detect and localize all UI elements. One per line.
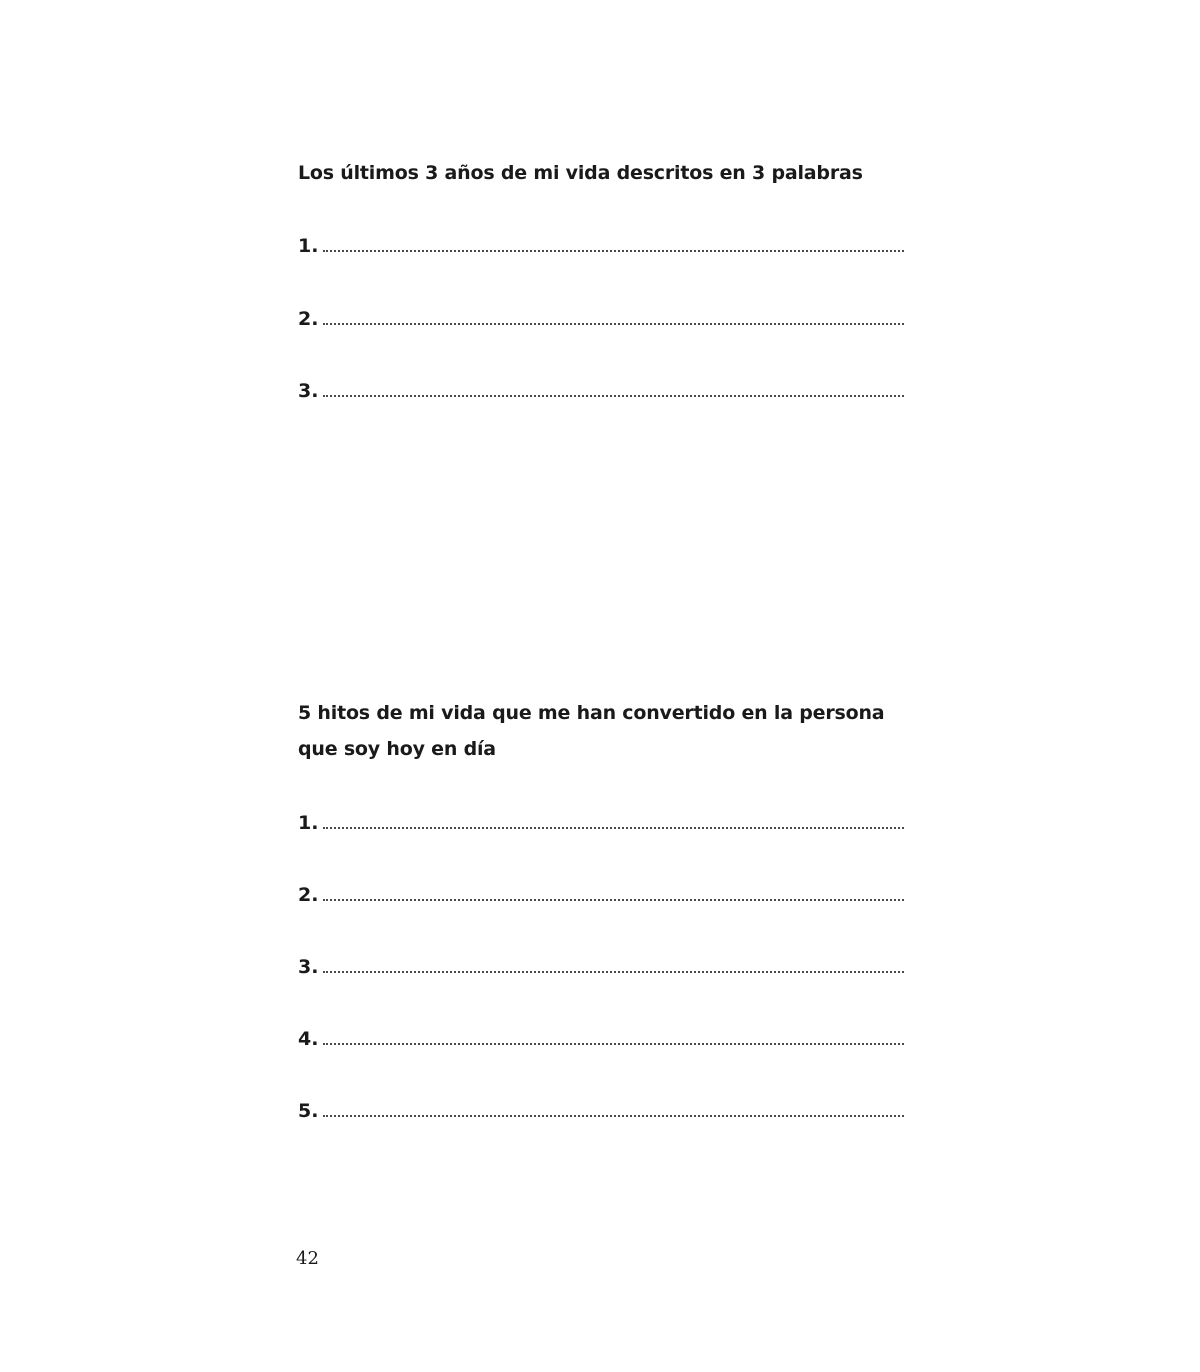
dotted-answer-line	[323, 971, 904, 973]
line-number: 1.	[298, 812, 319, 834]
dotted-answer-line	[323, 250, 904, 252]
answer-line-3[interactable]	[298, 379, 904, 403]
answer-line-2[interactable]	[298, 307, 904, 331]
line-number: 1.	[298, 235, 319, 257]
section-title-milestones: 5 hitos de mi vida que me han convertido en la persona que soy hoy en día	[298, 702, 885, 760]
milestone-line-4[interactable]	[298, 1027, 904, 1051]
page-number: 42	[296, 1248, 319, 1269]
line-number: 2.	[298, 308, 319, 330]
dotted-answer-line	[323, 395, 904, 397]
milestone-line-3[interactable]	[298, 955, 904, 979]
milestone-line-2[interactable]	[298, 883, 904, 907]
line-number: 4.	[298, 1028, 319, 1050]
dotted-answer-line	[323, 323, 904, 325]
milestone-line-1[interactable]	[298, 811, 904, 835]
line-number: 3.	[298, 380, 319, 402]
section-title-three-words: Los últimos 3 años de mi vida descritos en 3 palabras	[298, 162, 863, 184]
answer-line-1[interactable]	[298, 234, 904, 258]
line-number: 2.	[298, 884, 319, 906]
line-number: 3.	[298, 956, 319, 978]
dotted-answer-line	[323, 1043, 904, 1045]
milestone-line-5[interactable]	[298, 1099, 904, 1123]
dotted-answer-line	[323, 827, 904, 829]
dotted-answer-line	[323, 899, 904, 901]
dotted-answer-line	[323, 1115, 904, 1117]
line-number: 5.	[298, 1100, 319, 1122]
